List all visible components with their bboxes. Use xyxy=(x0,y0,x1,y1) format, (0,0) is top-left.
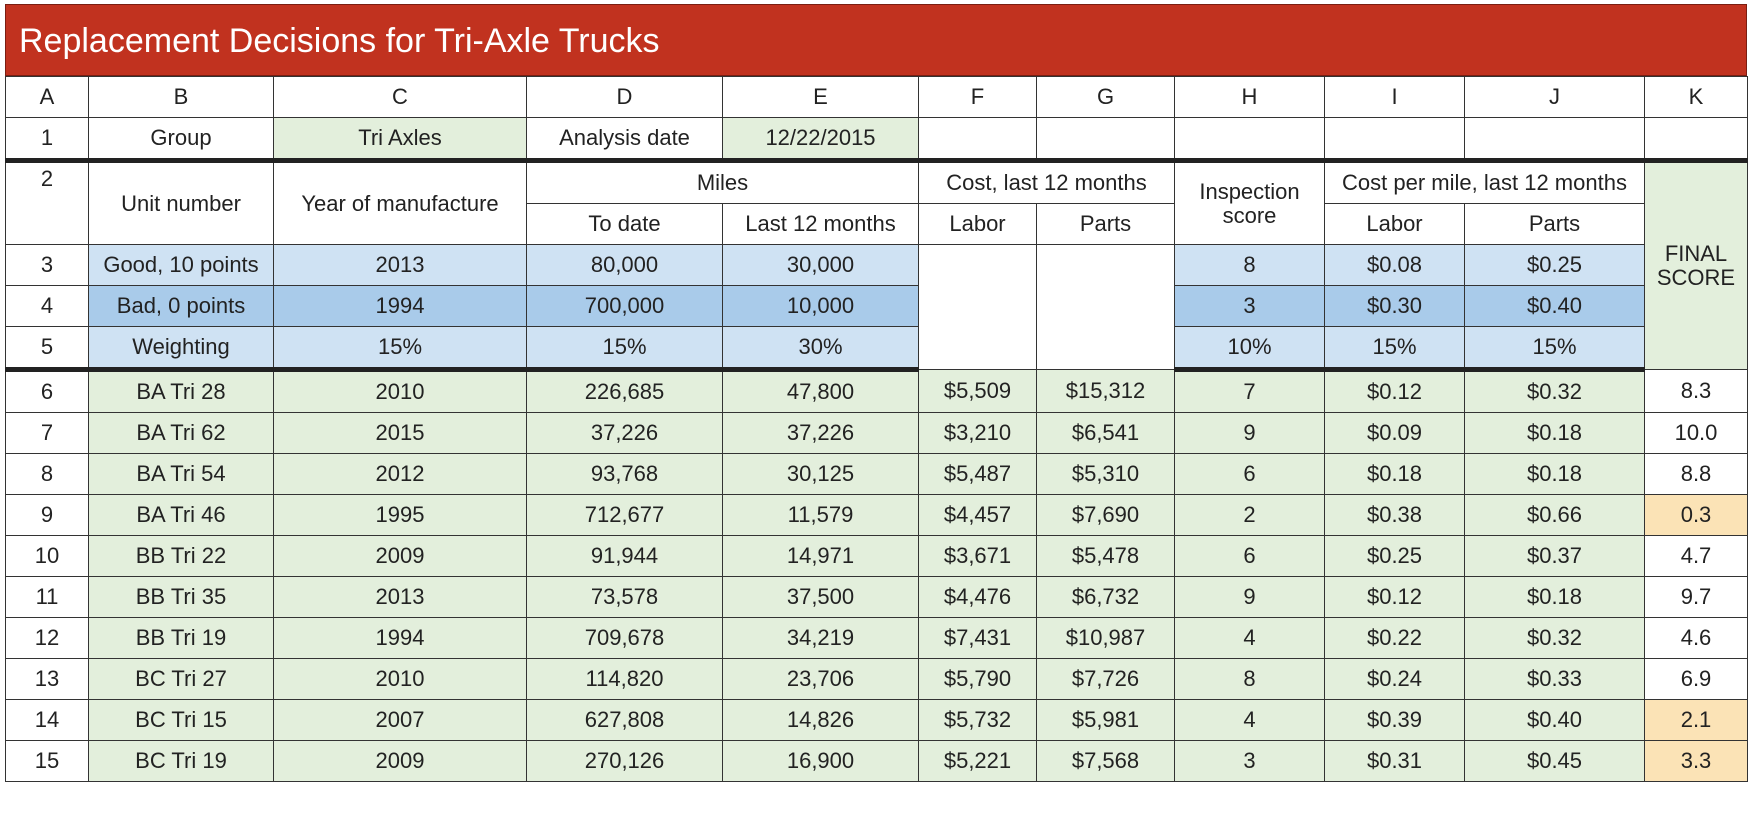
cpm-parts: $0.33 xyxy=(1465,659,1645,700)
column-letter: E xyxy=(723,77,919,118)
criteria-cpm-labor: 15% xyxy=(1325,327,1465,370)
final-score: 3.3 xyxy=(1645,741,1748,782)
cpm-parts: $0.32 xyxy=(1465,618,1645,659)
replacement-table xyxy=(5,76,1748,782)
row-number: 7 xyxy=(6,413,89,454)
column-letter: I xyxy=(1325,77,1465,118)
column-letter: K xyxy=(1645,77,1748,118)
unit-number: BA Tri 46 xyxy=(89,495,274,536)
cpm-labor: $0.22 xyxy=(1325,618,1465,659)
row-number: 12 xyxy=(6,618,89,659)
cost-labor: $5,221 xyxy=(919,741,1037,782)
unit-number: BC Tri 27 xyxy=(89,659,274,700)
cpm-parts: $0.18 xyxy=(1465,577,1645,618)
table-row xyxy=(6,700,1748,741)
cost-labor: $3,671 xyxy=(919,536,1037,577)
header-row-top xyxy=(6,161,1748,204)
criteria-inspection: 10% xyxy=(1175,327,1325,370)
miles-last-12: 30,125 xyxy=(723,454,919,495)
final-score: 8.3 xyxy=(1645,370,1748,413)
cost-labor: $4,476 xyxy=(919,577,1037,618)
final-score: 4.7 xyxy=(1645,536,1748,577)
criteria-inspection: 3 xyxy=(1175,286,1325,327)
criteria-inspection: 8 xyxy=(1175,245,1325,286)
year-of-manufacture: 1995 xyxy=(274,495,527,536)
empty-cell xyxy=(919,245,1037,370)
row-number: 8 xyxy=(6,454,89,495)
unit-number: BA Tri 28 xyxy=(89,370,274,413)
year-of-manufacture: 2009 xyxy=(274,741,527,782)
cpm-parts: $0.45 xyxy=(1465,741,1645,782)
spreadsheet xyxy=(5,4,1747,782)
row-number: 15 xyxy=(6,741,89,782)
header-cost-parts: Parts xyxy=(1037,204,1175,245)
unit-number: BC Tri 15 xyxy=(89,700,274,741)
cost-parts: $7,568 xyxy=(1037,741,1175,782)
table-title: Replacement Decisions for Tri-Axle Trucks xyxy=(5,4,1747,76)
group-value: Tri Axles xyxy=(274,118,527,161)
year-of-manufacture: 2012 xyxy=(274,454,527,495)
miles-last-12: 37,500 xyxy=(723,577,919,618)
column-letter: G xyxy=(1037,77,1175,118)
header-cpm-labor: Labor xyxy=(1325,204,1465,245)
inspection-score: 6 xyxy=(1175,536,1325,577)
final-score: 9.7 xyxy=(1645,577,1748,618)
cost-labor: $5,732 xyxy=(919,700,1037,741)
unit-rows xyxy=(6,370,1748,782)
group-label: Group xyxy=(89,118,274,161)
row-number: 6 xyxy=(6,370,89,413)
cpm-parts: $0.40 xyxy=(1465,700,1645,741)
column-letter: C xyxy=(274,77,527,118)
miles-last-12: 14,971 xyxy=(723,536,919,577)
unit-number: BA Tri 54 xyxy=(89,454,274,495)
row-number: 11 xyxy=(6,577,89,618)
analysis-date-value: 12/22/2015 xyxy=(723,118,919,161)
criteria-row-weighting xyxy=(6,327,1748,370)
header-cpm-parts: Parts xyxy=(1465,204,1645,245)
cpm-parts: $0.18 xyxy=(1465,454,1645,495)
unit-number: BB Tri 22 xyxy=(89,536,274,577)
table-row xyxy=(6,495,1748,536)
criteria-miles-last-12: 10,000 xyxy=(723,286,919,327)
final-score: 2.1 xyxy=(1645,700,1748,741)
header-cost-per-mile: Cost per mile, last 12 months xyxy=(1325,161,1645,204)
empty-cell xyxy=(1037,118,1175,161)
column-letter-row xyxy=(6,77,1748,118)
miles-to-date: 709,678 xyxy=(527,618,723,659)
table-row xyxy=(6,370,1748,413)
cpm-labor: $0.18 xyxy=(1325,454,1465,495)
cost-parts: $5,310 xyxy=(1037,454,1175,495)
header-inspection-score: Inspection score xyxy=(1175,161,1325,245)
miles-to-date: 627,808 xyxy=(527,700,723,741)
table-row xyxy=(6,536,1748,577)
miles-to-date: 270,126 xyxy=(527,741,723,782)
column-letter: B xyxy=(89,77,274,118)
row-number: 13 xyxy=(6,659,89,700)
miles-to-date: 91,944 xyxy=(527,536,723,577)
criteria-cpm-labor: $0.08 xyxy=(1325,245,1465,286)
miles-to-date: 712,677 xyxy=(527,495,723,536)
cpm-parts: $0.37 xyxy=(1465,536,1645,577)
row-number: 9 xyxy=(6,495,89,536)
cost-parts: $5,981 xyxy=(1037,700,1175,741)
criteria-miles-last-12: 30,000 xyxy=(723,245,919,286)
criteria-label: Weighting xyxy=(89,327,274,370)
miles-last-12: 37,226 xyxy=(723,413,919,454)
table-row xyxy=(6,618,1748,659)
cost-labor: $5,790 xyxy=(919,659,1037,700)
header-cost-last-12-months: Cost, last 12 months xyxy=(919,161,1175,204)
year-of-manufacture: 2010 xyxy=(274,370,527,413)
inspection-score: 9 xyxy=(1175,413,1325,454)
empty-cell xyxy=(1645,118,1748,161)
table-row xyxy=(6,741,1748,782)
final-score: 6.9 xyxy=(1645,659,1748,700)
cost-parts: $6,732 xyxy=(1037,577,1175,618)
miles-last-12: 14,826 xyxy=(723,700,919,741)
criteria-row-bad xyxy=(6,286,1748,327)
column-letter: D xyxy=(527,77,723,118)
year-of-manufacture: 2009 xyxy=(274,536,527,577)
criteria-miles-last-12: 30% xyxy=(723,327,919,370)
year-of-manufacture: 2010 xyxy=(274,659,527,700)
header-final-score: FINAL SCORE xyxy=(1645,161,1748,370)
inspection-score: 3 xyxy=(1175,741,1325,782)
cpm-labor: $0.25 xyxy=(1325,536,1465,577)
final-score: 4.6 xyxy=(1645,618,1748,659)
table-row xyxy=(6,454,1748,495)
criteria-miles-to-date: 80,000 xyxy=(527,245,723,286)
cost-parts: $5,478 xyxy=(1037,536,1175,577)
cost-parts: $6,541 xyxy=(1037,413,1175,454)
miles-to-date: 73,578 xyxy=(527,577,723,618)
inspection-score: 7 xyxy=(1175,370,1325,413)
year-of-manufacture: 2015 xyxy=(274,413,527,454)
criteria-year: 15% xyxy=(274,327,527,370)
cost-parts: $7,726 xyxy=(1037,659,1175,700)
criteria-cpm-parts: 15% xyxy=(1465,327,1645,370)
cpm-labor: $0.38 xyxy=(1325,495,1465,536)
cpm-parts: $0.32 xyxy=(1465,370,1645,413)
inspection-score: 6 xyxy=(1175,454,1325,495)
cpm-labor: $0.12 xyxy=(1325,577,1465,618)
header-miles: Miles xyxy=(527,161,919,204)
year-of-manufacture: 1994 xyxy=(274,618,527,659)
cost-labor: $5,487 xyxy=(919,454,1037,495)
unit-number: BC Tri 19 xyxy=(89,741,274,782)
unit-number: BA Tri 62 xyxy=(89,413,274,454)
row-number: 3 xyxy=(6,245,89,286)
cost-parts: $7,690 xyxy=(1037,495,1175,536)
parameter-row xyxy=(6,118,1748,161)
cpm-labor: $0.31 xyxy=(1325,741,1465,782)
table-row xyxy=(6,413,1748,454)
miles-last-12: 47,800 xyxy=(723,370,919,413)
header-year-of-manufacture: Year of manufacture xyxy=(274,161,527,245)
cost-labor: $5,509 xyxy=(919,370,1037,413)
miles-last-12: 34,219 xyxy=(723,618,919,659)
criteria-cpm-labor: $0.30 xyxy=(1325,286,1465,327)
row-number: 5 xyxy=(6,327,89,370)
header-miles-to-date: To date xyxy=(527,204,723,245)
unit-number: BB Tri 35 xyxy=(89,577,274,618)
inspection-score: 4 xyxy=(1175,618,1325,659)
table-row xyxy=(6,577,1748,618)
criteria-year: 2013 xyxy=(274,245,527,286)
cost-parts: $15,312 xyxy=(1037,370,1175,413)
cpm-parts: $0.66 xyxy=(1465,495,1645,536)
empty-cell xyxy=(1037,245,1175,370)
row-number: 1 xyxy=(6,118,89,161)
criteria-miles-to-date: 700,000 xyxy=(527,286,723,327)
cpm-labor: $0.24 xyxy=(1325,659,1465,700)
inspection-score: 4 xyxy=(1175,700,1325,741)
empty-cell xyxy=(919,118,1037,161)
row-number: 2 xyxy=(6,161,89,245)
miles-to-date: 93,768 xyxy=(527,454,723,495)
cost-labor: $4,457 xyxy=(919,495,1037,536)
column-letter: A xyxy=(6,77,89,118)
criteria-row-good xyxy=(6,245,1748,286)
inspection-score: 9 xyxy=(1175,577,1325,618)
cost-labor: $7,431 xyxy=(919,618,1037,659)
final-score: 10.0 xyxy=(1645,413,1748,454)
miles-to-date: 114,820 xyxy=(527,659,723,700)
column-letter: H xyxy=(1175,77,1325,118)
inspection-score: 2 xyxy=(1175,495,1325,536)
row-number: 10 xyxy=(6,536,89,577)
row-number: 14 xyxy=(6,700,89,741)
unit-number: BB Tri 19 xyxy=(89,618,274,659)
miles-last-12: 11,579 xyxy=(723,495,919,536)
empty-cell xyxy=(1325,118,1465,161)
table-row xyxy=(6,659,1748,700)
miles-last-12: 23,706 xyxy=(723,659,919,700)
empty-cell xyxy=(1465,118,1645,161)
row-number: 4 xyxy=(6,286,89,327)
year-of-manufacture: 2007 xyxy=(274,700,527,741)
miles-to-date: 37,226 xyxy=(527,413,723,454)
cost-labor: $3,210 xyxy=(919,413,1037,454)
column-letter: F xyxy=(919,77,1037,118)
final-score: 8.8 xyxy=(1645,454,1748,495)
criteria-label: Bad, 0 points xyxy=(89,286,274,327)
miles-to-date: 226,685 xyxy=(527,370,723,413)
criteria-cpm-parts: $0.25 xyxy=(1465,245,1645,286)
miles-last-12: 16,900 xyxy=(723,741,919,782)
cpm-labor: $0.39 xyxy=(1325,700,1465,741)
inspection-score: 8 xyxy=(1175,659,1325,700)
criteria-miles-to-date: 15% xyxy=(527,327,723,370)
cost-parts: $10,987 xyxy=(1037,618,1175,659)
empty-cell xyxy=(1175,118,1325,161)
column-letter: J xyxy=(1465,77,1645,118)
analysis-date-label: Analysis date xyxy=(527,118,723,161)
header-cost-labor: Labor xyxy=(919,204,1037,245)
cpm-labor: $0.12 xyxy=(1325,370,1465,413)
cpm-parts: $0.18 xyxy=(1465,413,1645,454)
criteria-label: Good, 10 points xyxy=(89,245,274,286)
year-of-manufacture: 2013 xyxy=(274,577,527,618)
final-score: 0.3 xyxy=(1645,495,1748,536)
criteria-year: 1994 xyxy=(274,286,527,327)
header-unit-number: Unit number xyxy=(89,161,274,245)
header-miles-last-12: Last 12 months xyxy=(723,204,919,245)
criteria-cpm-parts: $0.40 xyxy=(1465,286,1645,327)
cpm-labor: $0.09 xyxy=(1325,413,1465,454)
